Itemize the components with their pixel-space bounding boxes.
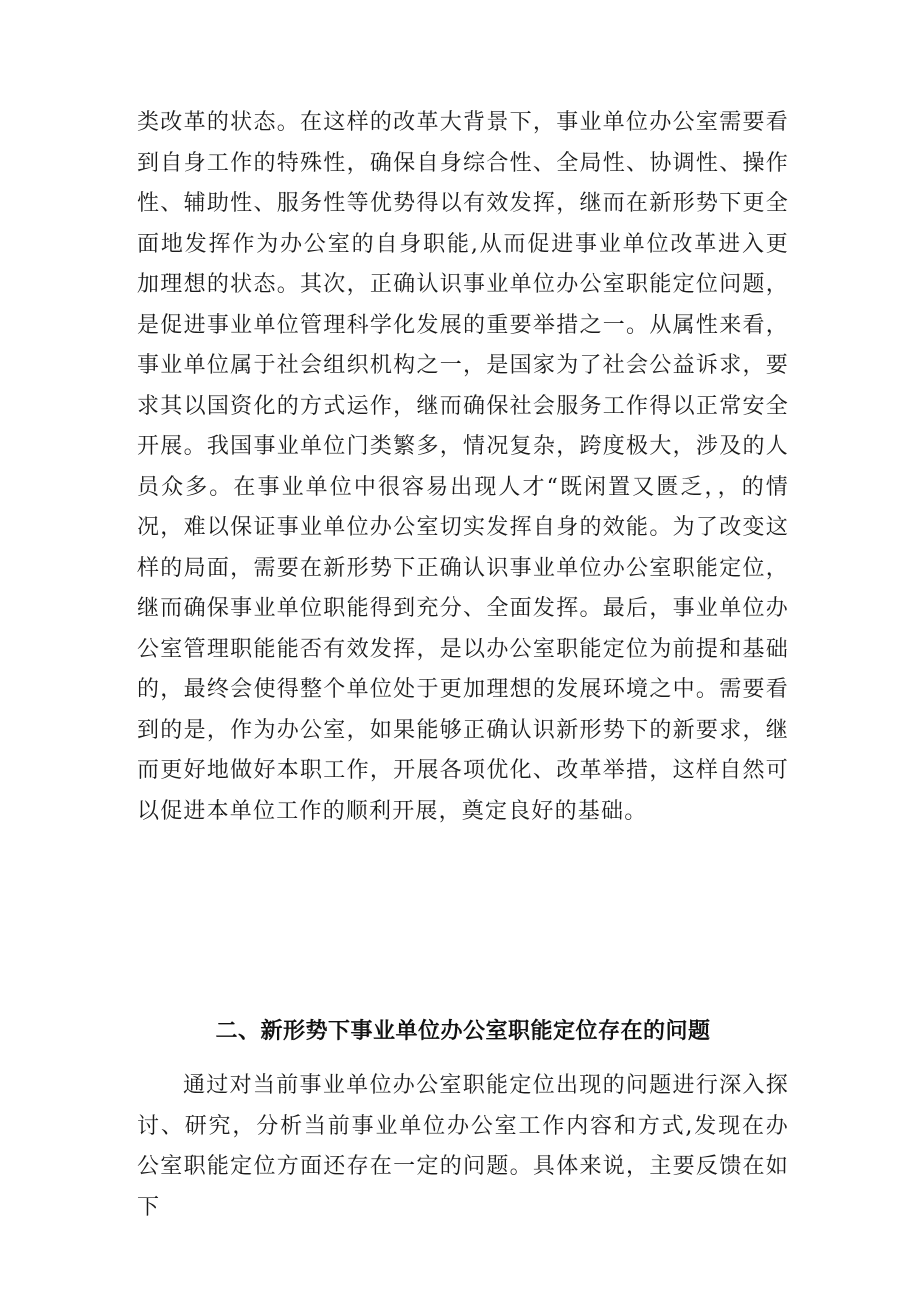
section-heading: 二、新形势下事业单位办公室职能定位存在的问题 (215, 1019, 711, 1044)
body-paragraph-1: 类改革的状态。在这样的改革大背景下，事业单位办公室需要看到自身工作的特殊性，确保自身综合性、全局性、协调性、操作性、辅助性、服务性等优势得以有效发挥，继而在新形势下更全面地发挥作为办公室的自身职能,从而促进事业单位改革进入更加理想的状态。其次，正确认识事业单位办公室职能定位问题，是促进事业单位管理科学化发展的重要举措之一。从属性来看，事业单位属于社会组织机构之一，是国家为了社会公益诉求，要求其以国资化的方式运作，继而确保社会服务工作得以正常安全开展。我国事业单位门类繁多，情况复杂，跨度极大，涉及的人员众多。在事业单位中很容易出现人才“既闲置又匮乏，，的情况，难以保证事业单位办公室切实发挥自身的效能。为了改变这样的局面，需要在新形势下正确认识事业单位办公室职能定位，继而确保事业单位职能得到充分、全面发挥。最后，事业单位办公室管理职能能否有效发挥，是以办公室职能定位为前提和基础的，最终会使得整个单位处于更加理想的发展环境之中。需要看到的是，作为办公室，如果能够正确认识新形势下的新要求，继而更好地做好本职工作，开展各项优化、改革举措，这样自然可以促进本单位工作的顺利开展，奠定良好的基础。 (137, 110, 789, 824)
body-paragraph-2: 通过对当前事业单位办公室职能定位出现的问题进行深入探讨、研究，分析当前事业单位办公室工作内容和方式,发现在办公室职能定位方面还存在一定的问题。具体来说，主要反馈在如下 (137, 1073, 789, 1220)
